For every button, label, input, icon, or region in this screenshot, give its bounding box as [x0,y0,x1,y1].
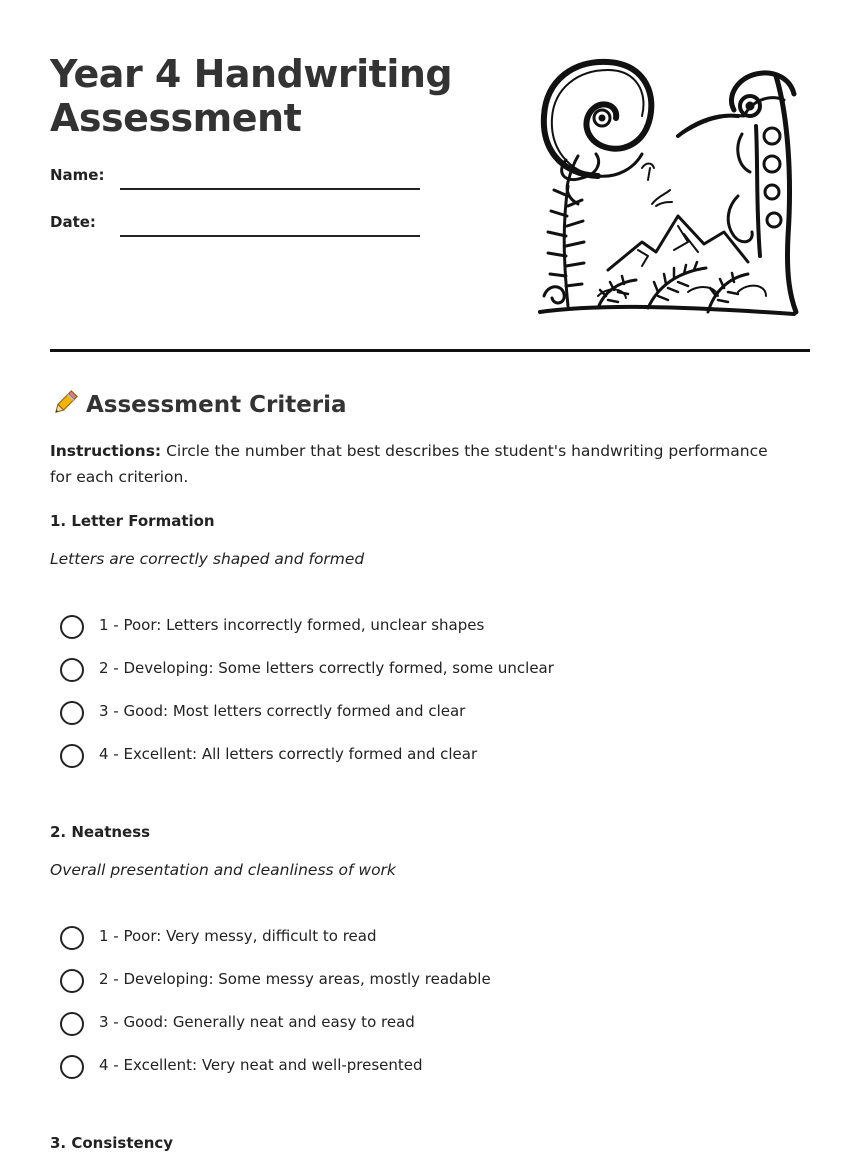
criterion-title: 1. Letter Formation [50,512,215,530]
instructions-label: Instructions: [50,442,162,460]
rating-option-label: 3 - Good: Most letters correctly formed and clear [99,702,466,720]
radio-button[interactable] [60,969,84,993]
rating-option-label: 4 - Excellent: All letters correctly formed and clear [99,745,478,763]
section-title [50,388,347,418]
name-field-row [50,163,420,193]
assessment-page [50,0,810,1152]
date-label: Date: [50,213,96,231]
radio-button[interactable] [60,615,84,639]
instructions-text: Circle the number that best describes the student's handwriting performance for each criterion. [50,442,768,486]
criterion-title: 2. Neatness [50,823,151,841]
pencil-icon [50,388,80,418]
criterion-description: Overall presentation and cleanliness of work [50,861,396,879]
header [50,0,810,352]
rating-option [50,926,810,969]
name-field[interactable] [120,188,420,190]
criterion-neatness [50,823,810,1098]
section-title-text: Assessment Criteria [86,392,347,418]
criterion-letter-formation [50,512,810,787]
date-field-row [50,210,420,240]
criterion-consistency [50,1134,810,1152]
instructions [50,438,790,490]
rating-options [50,615,810,787]
criterion-description: Letters are correctly shaped and formed [50,550,365,568]
radio-button[interactable] [60,1012,84,1036]
rating-option [50,1055,810,1098]
radio-button[interactable] [60,1055,84,1079]
page-title [50,52,470,140]
rating-option-label: 4 - Excellent: Very neat and well-presented [99,1056,423,1074]
radio-button[interactable] [60,701,84,725]
name-label: Name: [50,166,105,184]
rating-option-label: 3 - Good: Generally neat and easy to read [99,1013,415,1031]
rating-option-label: 2 - Developing: Some letters correctly formed, some unclear [99,659,554,677]
rating-option [50,658,810,701]
criterion-title: 3. Consistency [50,1134,174,1152]
header-divider [50,349,810,352]
radio-button[interactable] [60,658,84,682]
rating-option [50,744,810,787]
radio-button[interactable] [60,744,84,768]
rating-option-label: 2 - Developing: Some messy areas, mostly readable [99,970,491,988]
rating-options [50,926,810,1098]
title-line-2: Assessment [50,96,302,140]
rating-option [50,1012,810,1055]
date-field[interactable] [120,235,420,237]
radio-button[interactable] [60,926,84,950]
rating-option [50,615,810,658]
rating-option-label: 1 - Poor: Letters incorrectly formed, unclear shapes [99,616,485,634]
rating-option [50,701,810,744]
rating-option-label: 1 - Poor: Very messy, difficult to read [99,927,377,945]
maori-illustration [538,56,800,320]
rating-option [50,969,810,1012]
title-line-1: Year 4 Handwriting [50,52,453,96]
